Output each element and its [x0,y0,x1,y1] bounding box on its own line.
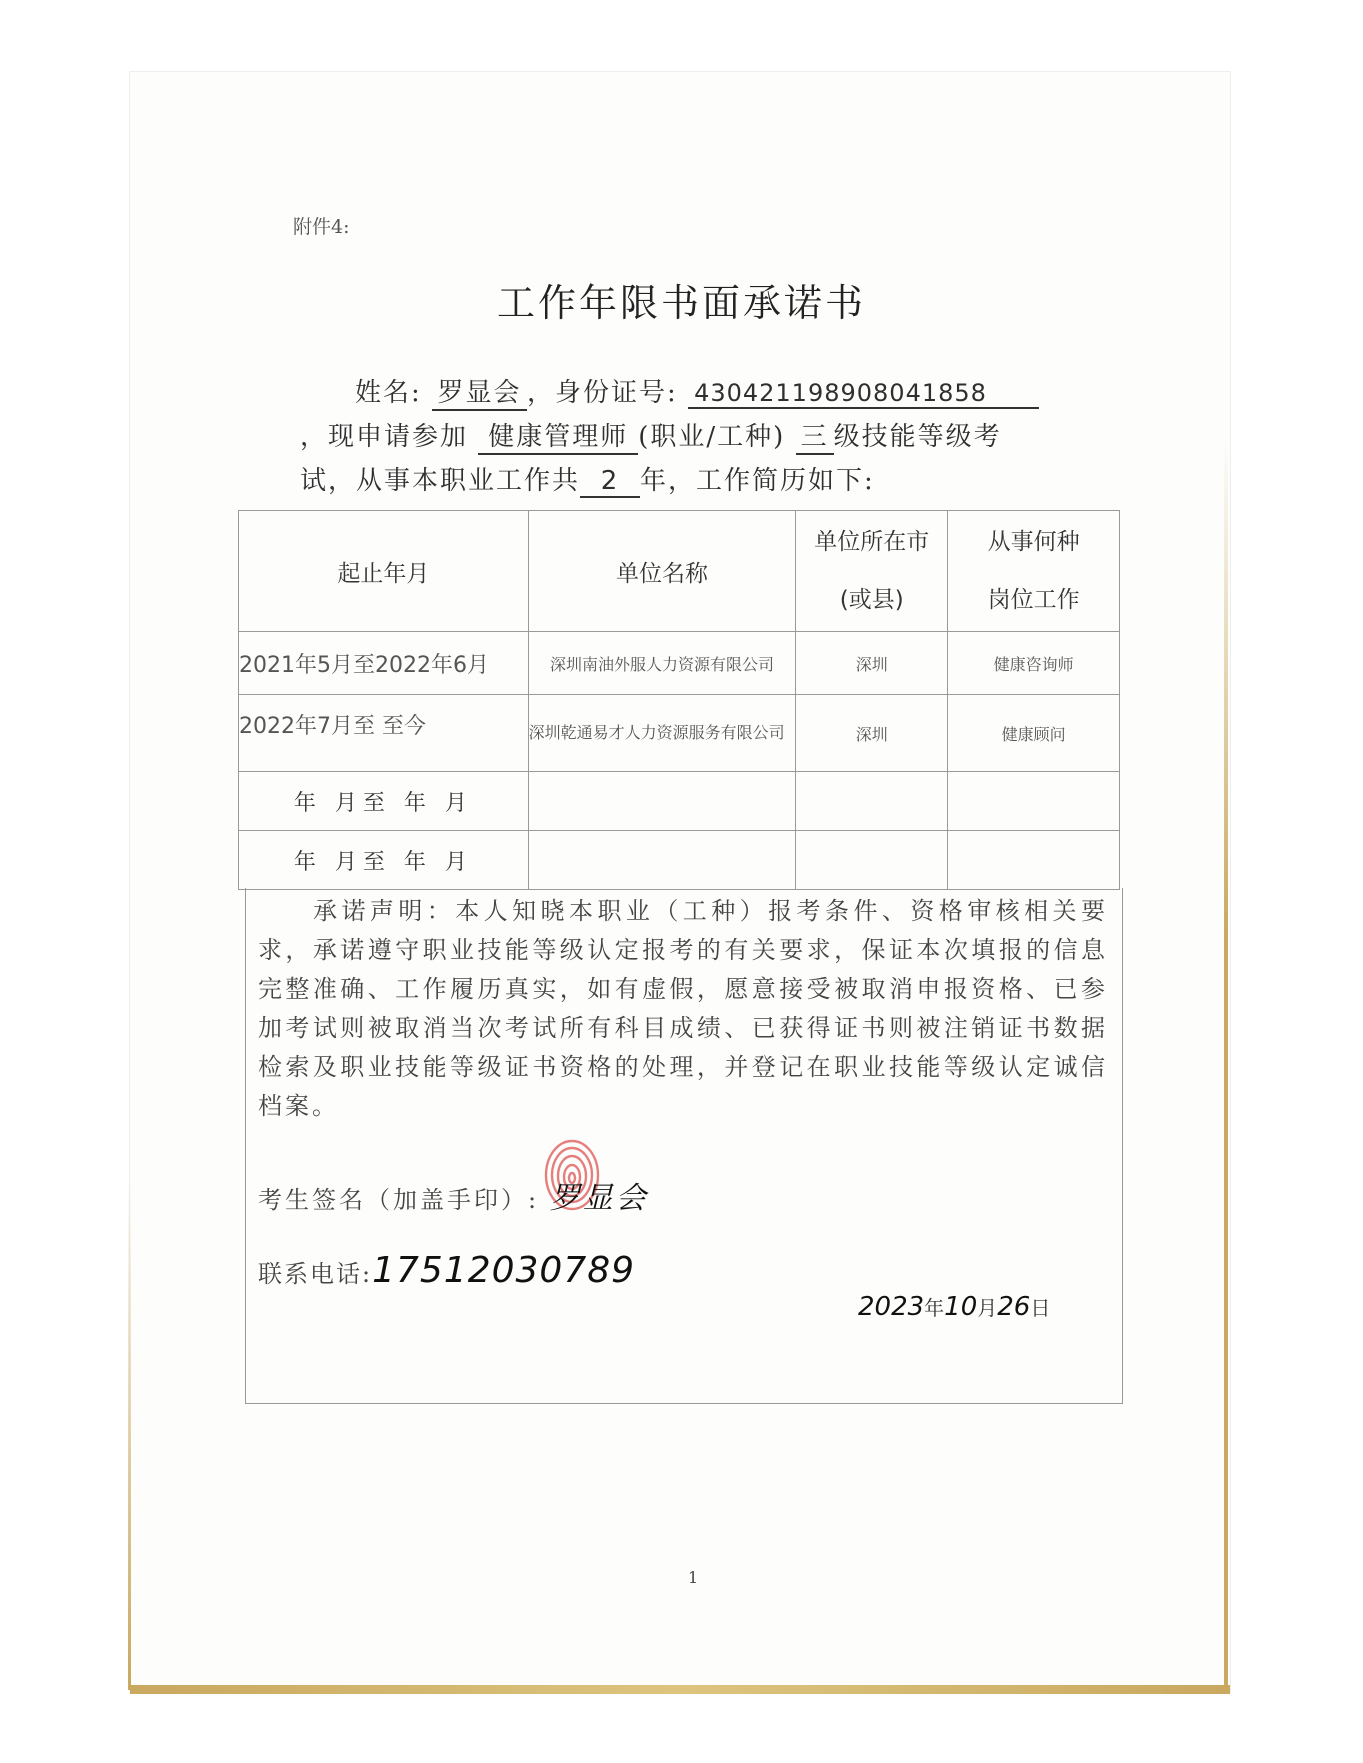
signing-date [858,1292,1050,1322]
row-period: 年 月至 年 月 [239,831,529,890]
row-period: 年 月至 年 月 [239,772,529,831]
row-company: 深圳乾通易才人力资源服务有限公司 [528,695,796,772]
header-company: 单位名称 [528,511,796,632]
row-position [948,772,1120,831]
intro-line-1 [355,372,1039,411]
phone-label: 联系电话: [258,1260,373,1288]
name-field: 罗显会 [432,372,527,411]
row-city [796,772,948,831]
occupation-suffix: (职业/工种) [638,422,786,452]
row-city: 深圳 [796,695,948,772]
table-row [239,695,1120,772]
signature-line [258,1173,649,1217]
phone-number: 17512030789 [372,1250,636,1291]
apply-prefix: ，现申请参加 [300,422,469,452]
attachment-label: 附件4: [293,216,350,238]
row-position [948,831,1120,890]
header-period: 起止年月 [239,511,529,632]
intro-line-3 [300,460,875,498]
work-history-table [238,510,1120,890]
row-position: 健康咨询师 [948,632,1120,695]
level-field: 三 [796,416,834,455]
header-city-line1: 单位所在市 [814,529,930,555]
occupation-field: 健康管理师 [478,416,638,455]
name-label: 姓名: [355,378,422,408]
row-company: 深圳南油外服人力资源有限公司 [528,632,796,695]
document-title: 工作年限书面承诺书 [496,281,866,325]
row-city: 深圳 [796,632,948,695]
table-row [239,772,1120,831]
id-label: ，身份证号: [527,378,678,408]
date-year: 2023 [858,1292,925,1322]
table-row [239,831,1120,890]
paper-edge-bottom [130,1685,1230,1694]
signature-label: 考生签名（加盖手印）: [258,1186,540,1214]
header-city [796,511,948,632]
years-field: 2 [580,466,640,498]
row-position: 健康顾问 [948,695,1120,772]
date-month-unit: 月 [977,1296,998,1320]
date-day: 26 [997,1292,1031,1322]
phone-line [258,1250,635,1291]
header-position [948,511,1120,632]
date-month: 10 [944,1292,978,1322]
commitment-statement: 承诺声明：本人知晓本职业（工种）报考条件、资格审核相关要求，承诺遵守职业技能等级认定报考的有关要求，保证本次填报的信息完整准确、工作履历真实，如有虚假，愿意接受被取消申报资格、已参加考试则被取消当次考试所有科目成绩、已获得证书则被注销证书数据检索及职业技能等级证书资格的处理，并登记在职业技能等级认定诚信档案。 [258,897,1108,1120]
row-company [528,772,796,831]
header-position-line1: 从事何种 [987,529,1080,555]
row-city [796,831,948,890]
date-day-unit: 日 [1030,1296,1051,1320]
header-position-line2: 岗位工作 [987,587,1080,613]
intro-line-2 [300,416,1002,455]
page-number: 1 [688,1568,699,1587]
row-period: 2021年5月至2022年6月 [239,632,529,695]
years-prefix: 试，从事本职业工作共 [300,466,581,496]
table-row [239,632,1120,695]
paper-edge-left [128,1180,131,1690]
row-period: 2022年7月至 至今 [239,695,529,772]
level-suffix: 级技能等级考 [833,422,1002,452]
years-suffix: 年，工作简历如下: [640,466,875,496]
id-number-field: 430421198908041858 [688,379,1039,409]
table-header-row [239,511,1120,632]
handwritten-signature: 罗显会 [549,1181,649,1216]
row-company [528,831,796,890]
header-city-line2: (或县) [839,587,904,613]
paper-edge-right [1224,440,1228,1690]
date-year-unit: 年 [924,1296,945,1320]
